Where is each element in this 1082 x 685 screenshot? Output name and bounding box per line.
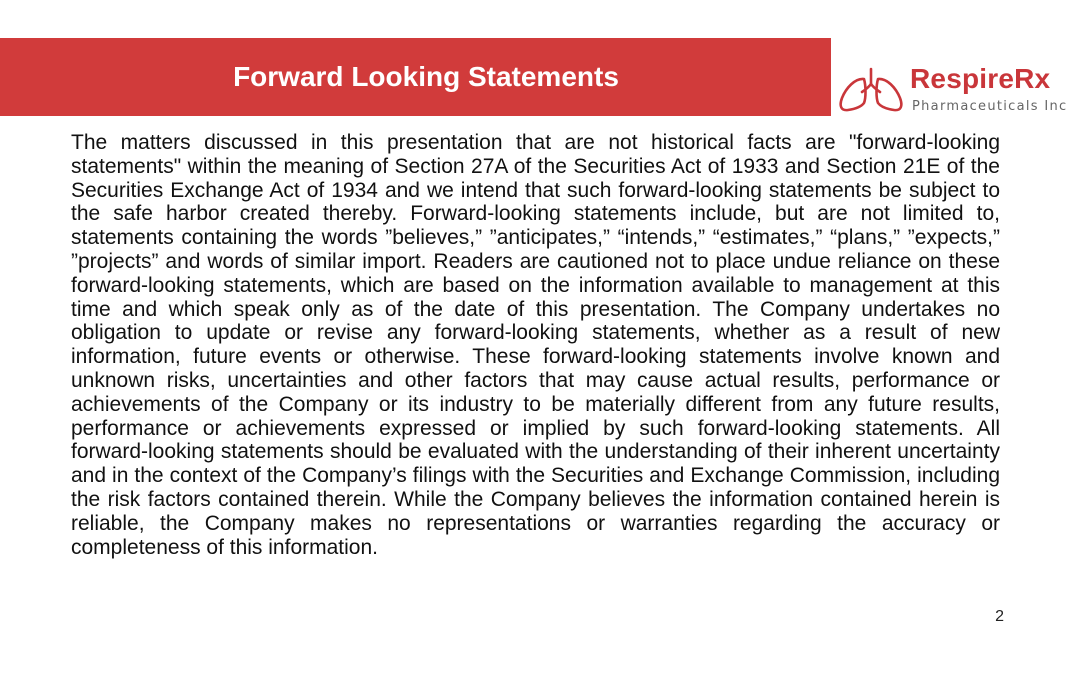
page-number: 2 <box>995 608 1004 625</box>
logo-name: RespireRx <box>910 63 1051 94</box>
slide-title: Forward Looking Statements <box>233 61 619 92</box>
disclaimer-text: The matters discussed in this presentation that are not historical facts are "forward-looking statements" within the meaning of Section 27A of the Securities Act of 1933 and Section 21E of the Securities Exchange Act of 1934 and we intend that such forward-looking statements be subject to the safe harbor created thereby. Forward-looking statements include, but are not limited to, statements containing the words ”believes,” ”anticipates,” “intends,” “estimates,” “plans,” ”expects,” ”projects” and words of similar import. Readers are cautioned not to place undue reliance on these forward-looking statements, which are based on the information available to management at this time and which speak only as of the date of this presentation. The Company undertakes no obligation to update or revise any forward-looking statements, whether as a result of new information, future events or otherwise. These forward-looking statements involve known and unknown risks, uncertainties and other factors that may cause actual results, performance or achievements of the Company or its industry to be materially different from any future results, performance or achievements expressed or implied by such forward-looking statements. All forward-looking statements should be evaluated with the understanding of their inherent uncertainty and in the context of the Company’s filings with the Securities and Exchange Commission, including the risk factors contained therein. While the Company believes the information contained herein is reliable, the Company makes no representations or warranties regarding the accuracy or completeness of this information. <box>71 131 1000 559</box>
title-bar <box>0 38 831 116</box>
company-logo <box>837 64 1082 116</box>
lungs-icon <box>837 66 905 112</box>
logo-subtitle: Pharmaceuticals Inc <box>912 99 1068 114</box>
